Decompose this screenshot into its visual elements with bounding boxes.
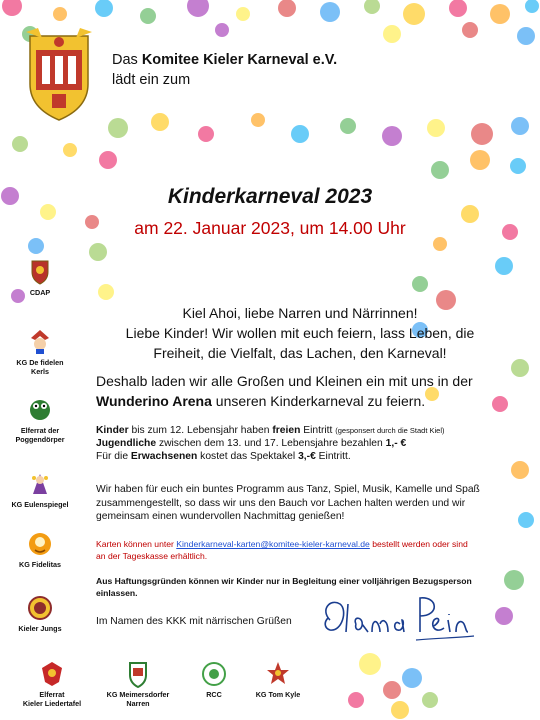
confetti-dot (251, 113, 265, 127)
club-logo (0, 396, 80, 444)
confetti-dot (422, 692, 438, 708)
confetti-dot (433, 237, 447, 251)
confetti-dot (510, 158, 526, 174)
club-name-line-2: Poggendörper (15, 435, 65, 444)
club-name-line-2: Kieler Liedertafel (22, 699, 82, 708)
confetti-dot (382, 126, 402, 146)
header-line-1: Das Komitee Kieler Karneval e.V. (112, 52, 338, 68)
greeting-block (122, 303, 478, 363)
confetti-dot (63, 143, 77, 157)
shield-icon (125, 660, 151, 688)
club-name: KG Tom Kyle (255, 690, 301, 699)
club-name: KG Fidelitas (19, 560, 61, 569)
confetti-dot (187, 0, 209, 17)
club-logo (0, 328, 80, 376)
club-logo (12, 660, 92, 708)
confetti-dot (99, 151, 117, 169)
invite-paragraph (96, 371, 496, 411)
confetti-dot (320, 2, 340, 22)
venue-name: Wunderino Arena (96, 393, 212, 409)
liedertafel-icon (39, 660, 65, 688)
organization-name: Komitee Kieler Karneval e.V. (141, 52, 338, 68)
confetti-dot (391, 701, 409, 719)
confetti-dot (198, 126, 214, 142)
confetti-dot (53, 7, 67, 21)
frog-icon (27, 396, 53, 424)
liability-notice: Aus Haftungsgründen können wir Kinder nur in Begleitung einer volljährigen Bezugsperson einlassen. (96, 576, 472, 598)
confetti-dot (340, 118, 356, 134)
kieler-jungs-icon (27, 594, 53, 622)
confetti-dot (98, 284, 114, 300)
club-name: KG Eulenspiegel (11, 500, 69, 509)
confetti-dot (449, 0, 467, 17)
confetti-dot (236, 7, 250, 21)
ticket-email-link[interactable]: Kinderkarneval-karten@komitee-kieler-karneval.de (176, 539, 370, 549)
club-logo (98, 660, 178, 708)
confetti-dot (215, 23, 229, 37)
invite-part-2: unseren Kinderkarneval zu feiern. (211, 393, 426, 409)
closing-greeting: Im Namen des KKK mit närrischen Grüßen (96, 616, 292, 627)
club-logo (0, 530, 80, 569)
confetti-dot (291, 125, 309, 143)
confetti-dot (427, 119, 445, 137)
confetti-dot (511, 117, 529, 135)
confetti-dot (525, 0, 539, 13)
confetti-dot (89, 243, 107, 261)
confetti-dot (2, 0, 22, 16)
club-logo (0, 470, 80, 509)
program-paragraph: Wir haben für euch ein buntes Programm aus Tanz, Spiel, Musik, Kamelle und Spaß zusammengestellt, so dass wir uns den Bauch vor Lachen halten werden und wir gemeinsam einen wundervollen Nachmittag genießen! (96, 484, 480, 522)
jester-icon (27, 328, 53, 356)
price-adults: Für die Erwachsenen kostet das Spektakel 3,-€ Eintritt. (96, 451, 351, 462)
crest-icon (27, 258, 53, 286)
confetti-dot (28, 238, 44, 254)
confetti-dot (359, 653, 381, 675)
club-logo (0, 258, 80, 297)
confetti-dot (511, 359, 529, 377)
ticket-info: Karten können unter Kinderkarneval-karten@komitee-kieler-karneval.de bestellt werden oder sind an der Tageskasse erhältlich. (96, 539, 468, 561)
confetti-dot (383, 25, 401, 43)
confetti-dot (12, 136, 28, 152)
confetti-dot (471, 123, 493, 145)
confetti-dot (511, 461, 529, 479)
club-name: RCC (206, 690, 222, 699)
rcc-icon (201, 660, 227, 688)
fidelitas-icon (27, 530, 53, 558)
event-date: am 22. Januar 2023, um 14.00 Uhr (134, 218, 406, 238)
header-text (112, 50, 337, 90)
handwritten-signature (316, 590, 476, 650)
confetti-dot (462, 22, 478, 38)
club-name: Elferrat (39, 690, 65, 699)
confetti-dot (95, 0, 113, 17)
club-name-line-2: Narren (126, 699, 150, 708)
price-youth: Jugendliche zwischen dem 13. und 17. Lebensjahre bezahlen 1,- € (96, 438, 407, 449)
confetti-dot (518, 512, 534, 528)
club-name: Kieler Jungs (18, 624, 62, 633)
greeting-line-1: Kiel Ahoi, liebe Narren und Närrinnen! (182, 305, 418, 321)
confetti-dot (402, 668, 422, 688)
confetti-dot (495, 257, 513, 275)
confetti-dot (364, 0, 380, 14)
price-kids: Kinder bis zum 12. Lebensjahr haben freien Eintritt (gesponsert durch die Stadt Kiel) (96, 425, 445, 436)
kkk-crest-logo (22, 28, 96, 122)
confetti-dot (383, 681, 401, 699)
club-name: KG De fidelen (16, 358, 64, 367)
star-icon (265, 660, 291, 688)
confetti-dot (412, 276, 428, 292)
confetti-dot (470, 150, 490, 170)
confetti-dot (108, 118, 128, 138)
header-line-2: lädt ein zum (112, 72, 191, 88)
club-name: KG Meimersdorfer (106, 690, 170, 699)
confetti-dot (151, 113, 169, 131)
confetti-dot (495, 607, 513, 625)
confetti-dot (517, 27, 535, 45)
club-logo (0, 594, 80, 633)
club-name: CDAP (29, 288, 51, 297)
invite-part-1: Deshalb laden wir alle Großen und Kleinen ein mit uns in der (96, 373, 473, 389)
greeting-line-3: Freiheit, die Vielfalt, das Lachen, den Karneval! (153, 345, 447, 361)
confetti-dot (278, 0, 296, 17)
club-logo (238, 660, 318, 699)
confetti-dot (403, 3, 425, 25)
confetti-dot (490, 4, 510, 24)
eulenspiegel-icon (27, 470, 53, 498)
confetti-dot (431, 161, 449, 179)
event-title: Kinderkarneval 2023 (167, 185, 373, 208)
price-info (96, 424, 516, 463)
club-name-line-2: Kerls (31, 367, 49, 376)
confetti-dot (504, 570, 524, 590)
club-name: Elferrat der (20, 426, 60, 435)
greeting-line-2: Liebe Kinder! Wir wollen mit euch feiern, lass Leben, die (125, 325, 475, 341)
confetti-dot (348, 692, 364, 708)
confetti-dot (140, 8, 156, 24)
